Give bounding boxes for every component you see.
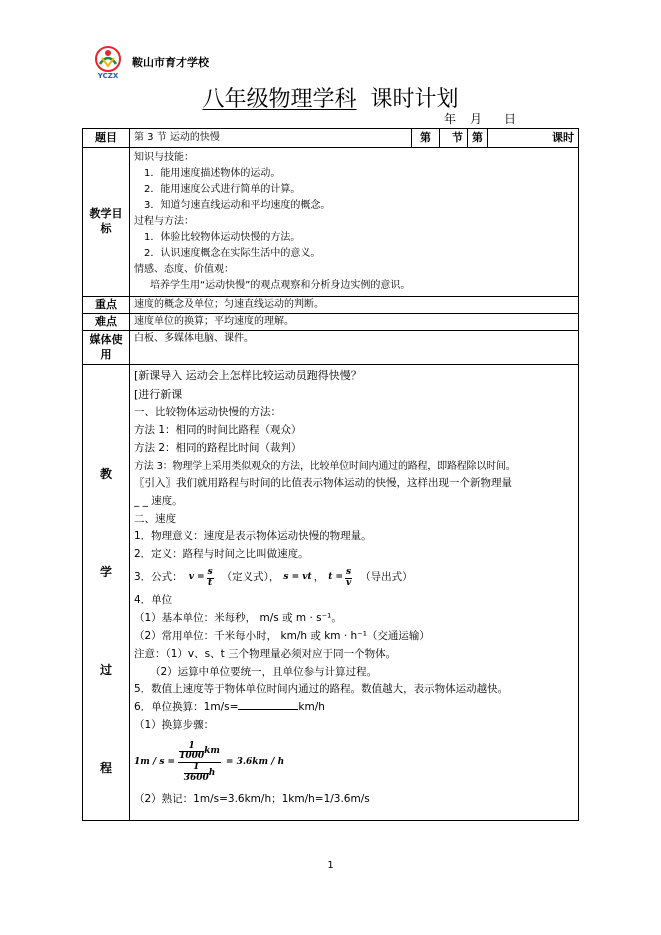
media-row — [83, 331, 579, 365]
process-line: 一、比较物体运动快慢的方法： — [134, 406, 281, 419]
process-line: （1）基本单位：米每秒， m/s 或 m · s⁻¹。 — [134, 611, 342, 624]
process-line: 4．单位 — [134, 594, 173, 607]
conversion-fraction: $\frac{1}{1000}$ km $\frac{1}{3600}$ h — [179, 740, 220, 784]
process-line: 2．定义：路程与时间之比叫做速度。 — [134, 548, 309, 561]
process-line: 1．物理意义：速度是表示物体运动快慢的物理量。 — [134, 530, 372, 543]
goal-line: 情感、态度、价值观： — [134, 264, 234, 275]
process-line: 方法 3：物理学上采用类似观众的方法，比较单位时间内通过的路程，即路程除以时间。 — [134, 460, 516, 472]
process-line: [进行新课 — [134, 387, 183, 401]
date-day: 日 — [504, 112, 517, 126]
goal-line: 2．能用速度公式进行简单的计算。 — [144, 184, 301, 195]
process-line: 5．数值上速度等于物体单位时间内通过的路程。数值越大，表示物体运动越快。 — [134, 683, 509, 696]
topic-label: 题目 — [83, 129, 130, 148]
school-name: 鞍山市育才学校 — [132, 56, 209, 69]
process-label — [83, 365, 130, 821]
section-suffix: 节 — [440, 129, 468, 148]
media-label: 媒体使用 — [83, 331, 130, 365]
process-row — [83, 365, 579, 821]
period-label: 第 — [468, 129, 488, 148]
key-label: 重点 — [83, 297, 130, 314]
difficulty-label: 难点 — [83, 314, 130, 331]
key-value: 速度的概念及单位；匀速直线运动的判断。 — [130, 297, 579, 314]
goal-line: 3．知道匀速直线运动和平均速度的概念。 — [144, 200, 331, 211]
process-line: _ _ 速度。 — [134, 494, 183, 507]
process-line: （2）熟记：1m/s=3.6km/h；1km/h=1/3.6m/s — [134, 792, 370, 805]
process-line: （2）运算中单位要统一，且单位参与计算过程。 — [150, 665, 378, 678]
process-line: （1）换算步骤： — [134, 719, 215, 732]
goal-line: 过程与方法： — [134, 216, 194, 227]
process-label-char: 过 — [99, 663, 112, 677]
process-label-char: 教 — [99, 467, 112, 481]
goals-row — [83, 148, 579, 297]
title-suffix: 课时计划 — [370, 87, 459, 112]
process-line: 注意：（1）v、s、t 三个物理量必须对应于同一个物体。 — [134, 647, 397, 660]
date-month: 月 — [470, 112, 483, 126]
process-label-char: 学 — [99, 565, 112, 579]
goal-line: 1．体验比较物体运动快慢的方法。 — [144, 232, 301, 243]
unit-conversion-line: 6．单位换算：1m/s= km/h — [134, 701, 325, 714]
page-title — [0, 82, 661, 113]
school-logo-icon — [88, 44, 128, 80]
process-line: 〖引入〗我们就用路程与时间的比值表示物体运动的快慢，这样出现一个新物理量 — [134, 476, 512, 489]
process-line: 方法 2：相同的路程比时间（裁判） — [134, 442, 302, 455]
formula-s: s = vt — [283, 572, 312, 583]
topic-value: 第 3 节 运动的快慢 — [130, 129, 412, 148]
formula-v-lhs: v = — [188, 572, 205, 583]
process-line: 二、速度 — [134, 512, 176, 525]
speed-formula: 3．公式： v = $\frac{s}{t}$ （定义式）， s = vt ， t = $\frac{s}{v}$ （导出式） — [134, 566, 413, 588]
answer-blank — [238, 699, 298, 710]
process-line: 方法 1：相同的时间比路程（观众） — [134, 424, 302, 437]
goal-line: 2．认识速度概念在实际生活中的意义。 — [144, 248, 321, 259]
goals-label: 教学目标 — [83, 148, 130, 297]
goal-line: 知识与技能： — [134, 152, 194, 163]
formula-prefix: 3．公式： — [134, 571, 183, 584]
difficulty-value: 速度单位的换算；平均速度的理解。 — [130, 314, 579, 331]
key-row — [83, 297, 579, 314]
process-line: （2）常用单位：千米每小时， km/h 或 km · h⁻¹（交通运输） — [134, 629, 430, 642]
formula-t-lhs: t = — [328, 572, 344, 583]
conversion-formula: 1m / s = $\frac{1}{1000}$ km $\frac{1}{3600}$ h = 3.6km / h — [134, 740, 285, 784]
formula-t-fraction: $\frac{s}{v}$ — [345, 566, 352, 588]
topic-row — [83, 129, 579, 148]
goal-line: 培养学生用“运动快慢”的观点观察和分析身边实例的意识。 — [150, 280, 411, 291]
formula-v-fraction: $\frac{s}{t}$ — [207, 566, 213, 588]
media-value: 白板、多媒体电脑、课件。 — [130, 331, 579, 365]
formula-note: （定义式）， — [221, 571, 280, 584]
process-label-char: 程 — [99, 761, 112, 775]
difficulty-row — [83, 314, 579, 331]
svg-text:YCZX: YCZX — [97, 72, 119, 80]
formula-note: （导出式） — [360, 571, 413, 584]
section-label: 第 — [412, 129, 440, 148]
process-line: [新课导入 运动会上怎样比较运动员跑得快慢？ — [134, 369, 362, 382]
date-year: 年 — [444, 112, 457, 126]
title-subject: 八年级物理学科 — [202, 87, 357, 112]
page-number: 1 — [327, 860, 334, 871]
lesson-plan-table — [82, 128, 579, 821]
period-suffix: 课时 — [488, 129, 579, 148]
goal-line: 1．能用速度描述物体的运动。 — [144, 168, 281, 179]
